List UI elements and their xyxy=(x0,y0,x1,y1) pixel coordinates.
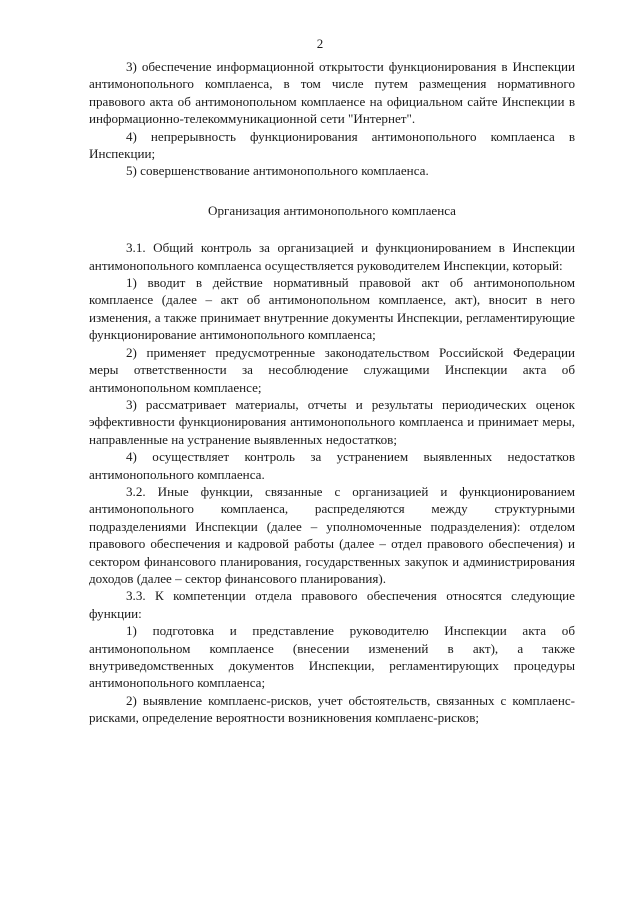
paragraph: 5) совершенствование антимонопольного комплаенса. xyxy=(126,163,429,179)
paragraph: 2) выявление комплаенс-рисков, учет обстоятельств, связанных с комплаенс-рисками, определение вероятности возникновения комплаенс-рисков; xyxy=(89,692,575,726)
paragraph: 1) вводит в действие нормативный правовой акт об антимонопольном комплаенсе (далее – акт об антимонопольном комплаенсе, акт), вносит в него изменения, а также принимает внутренние документы Инспекции, регламентирующие функционирование антимонопольного комплаенса; xyxy=(89,275,575,343)
paragraph: 3) рассматривает материалы, отчеты и результаты периодических оценок эффективности функционирования антимонопольного комплаенса и принимает меры, направленные на устранение выявленных недостатков; xyxy=(89,396,575,447)
page-number: 2 xyxy=(316,36,324,51)
document-body xyxy=(89,58,575,727)
paragraph: 3.3. К компетенции отдела правового обеспечения относятся следующие функции: xyxy=(89,588,575,621)
section-heading: Организация антимонопольного комплаенса xyxy=(208,202,456,218)
paragraph: 3.1. Общий контроль за организацией и функционированием в Инспекции антимонопольного комплаенса осуществляется руководителем Инспекции, который: xyxy=(89,240,575,273)
paragraph: 4) осуществляет контроль за устранением выявленных недостатков антимонопольного комплаенса. xyxy=(89,449,575,482)
paragraph: 3) обеспечение информационной открытости функционирования в Инспекции антимонопольного комплаенса, в том числе путем размещения нормативного правового акта об антимонопольном комплаенсе на официальном сайте Инспекции в информационно-телекоммуникационной сети "Интернет". xyxy=(89,59,575,127)
paragraph: 4) непрерывность функционирования антимонопольного комплаенса в Инспекции; xyxy=(89,128,575,162)
paragraph: 1) подготовка и представление руководителю Инспекции акта об антимонопольном комплаенсе (внесении изменений в акт), а также внутриведомственных документов Инспекции, регламентирующих процедуры антимонопольного комплаенса; xyxy=(89,623,575,691)
paragraph: 3.2. Иные функции, связанные с организацией и функционированием антимонопольного комплаенса, распределяются между структурными подразделениями Инспекции (далее – уполномоченные подразделения): отделом правового обеспечения и кадровой работы (далее – отдел правового обеспечения) и сектором финансового планирования, государственных закупок и администрирования доходов (далее – сектор финансового планирования). xyxy=(89,483,575,586)
paragraph: 2) применяет предусмотренные законодательством Российской Федерации меры ответственности за несоблюдение служащими Инспекции акта об антимонопольном комплаенсе; xyxy=(89,344,575,395)
